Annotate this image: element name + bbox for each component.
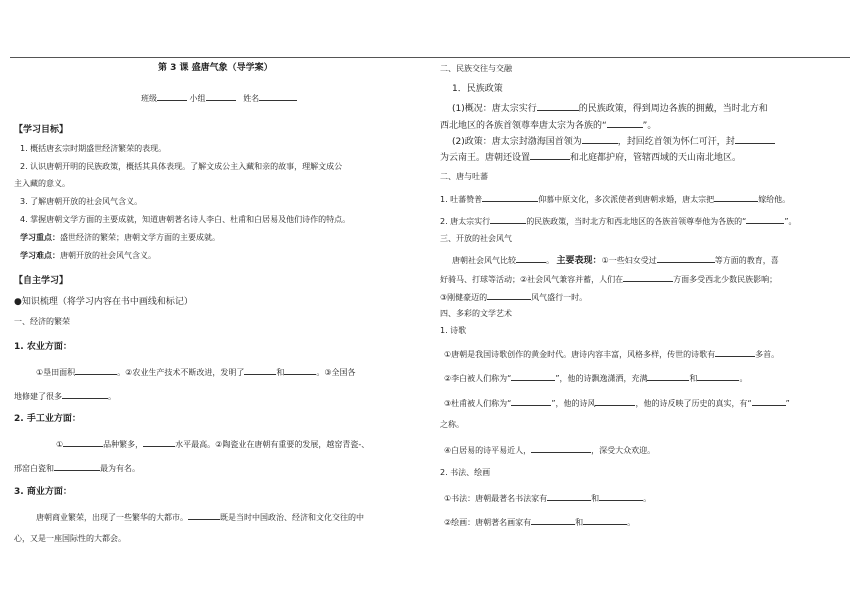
blank[interactable] <box>623 272 673 282</box>
difficulty-label: 学习难点： <box>20 251 60 260</box>
tang-tibet-1: 1. 吐蕃赞普 仰慕中原文化，多次派使者到唐朝求婚，唐太宗把 嫁给他。 <box>440 192 790 206</box>
header-rule <box>10 57 850 58</box>
blank[interactable] <box>583 515 627 525</box>
poetry-2: ②李白被人们称为“ ”，他的诗飘逸潇洒，充满 和 。 <box>444 371 747 385</box>
policy-2a: (2)政策：唐太宗封渤海国首领为 ，封回纥首领为怀仁可汗，封 <box>452 134 775 148</box>
goal-4: 4. 掌握唐朝文学方面的主要成就，知道唐朝著名诗人李白、杜甫和白居易及他们诗作的特点。 <box>20 215 351 224</box>
key-label: 学习重点： <box>20 233 60 242</box>
blank[interactable] <box>647 371 689 381</box>
difficulty-point <box>20 250 156 262</box>
blank[interactable] <box>537 101 579 111</box>
policy-heading: 1．民族政策 <box>452 84 503 94</box>
student-info <box>141 91 297 105</box>
key-point <box>20 232 220 244</box>
poetry-4: ④白居易的诗平易近人， ，深受大众欢迎。 <box>444 443 655 457</box>
section-1-heading: 一、经济的繁荣 <box>14 317 70 326</box>
blank[interactable] <box>697 371 739 381</box>
goals-header: 【学习目标】 <box>14 125 69 135</box>
calligraphy: ①书法：唐朝最著名书法家有 和 。 <box>444 491 651 505</box>
blank[interactable] <box>547 491 591 501</box>
blank[interactable] <box>511 396 551 406</box>
poetry-heading: 1. 诗歌 <box>440 326 467 335</box>
commerce-line-1: 唐朝商业繁荣，出现了一些繁华的大都市。 既是当时中国政治、经济和文化交往的中 <box>36 510 364 524</box>
agriculture-line-2: 地修建了很多 。 <box>14 389 116 403</box>
key-text: 盛世经济的繁荣；唐朝文学方面的主要成就。 <box>60 233 220 242</box>
blank[interactable] <box>715 347 755 357</box>
class-label: 班级 <box>141 94 157 103</box>
blank[interactable] <box>714 192 758 202</box>
poetry-3: ③杜甫被人们称为“ ”，他的诗风 ，他的诗反映了历史的真实，有“ ” <box>444 396 790 410</box>
blank[interactable] <box>490 214 526 224</box>
blank[interactable] <box>735 134 775 144</box>
poetry-3b: 之称。 <box>440 420 464 429</box>
blank[interactable] <box>188 510 220 520</box>
group-blank[interactable] <box>206 91 236 101</box>
difficulty-text: 唐朝开放的社会风气含义。 <box>60 251 156 260</box>
blank[interactable] <box>599 491 643 501</box>
self-study-header: 【自主学习】 <box>14 276 69 286</box>
agriculture-heading: 1. 农业方面： <box>14 342 72 352</box>
blank[interactable] <box>487 290 531 300</box>
art-heading: 2. 书法、绘画 <box>440 468 491 477</box>
tang-tibet-2: 2. 唐太宗实行 的民族政策，当时北方和西北地区的各族首领尊奉他为各族的“ ”。 <box>440 214 797 228</box>
goal-2a: 2. 认识唐朝开明的民族政策，概括其具体表现。了解文成公主入藏和亲的故事，理解文成公 <box>20 162 343 171</box>
painting: ②绘画：唐朝著名画家有 和 。 <box>444 515 635 529</box>
goal-3: 3. 了解唐朝开放的社会风气含义。 <box>20 197 143 206</box>
name-label: 姓名 <box>243 94 260 103</box>
social-line-3: ③刚健豪迈的 风气盛行一时。 <box>440 290 587 304</box>
blank[interactable] <box>531 515 575 525</box>
section-2-heading: 二、民族交往与交融 <box>440 64 512 73</box>
class-blank[interactable] <box>157 91 187 101</box>
blank[interactable] <box>516 253 546 263</box>
blank[interactable] <box>284 365 316 375</box>
blank[interactable] <box>511 371 555 381</box>
blank[interactable] <box>143 437 175 447</box>
handicraft-heading: 2. 手工业方面： <box>14 414 81 424</box>
blank[interactable] <box>244 365 276 375</box>
name-blank[interactable] <box>259 91 297 101</box>
blank[interactable] <box>530 150 570 160</box>
blank[interactable] <box>657 253 715 263</box>
commerce-heading: 3. 商业方面： <box>14 487 72 497</box>
blank[interactable] <box>746 214 784 224</box>
goal-1: 1. 概括唐玄宗时期盛世经济繁荣的表现。 <box>20 144 167 153</box>
agriculture-line-1: ①垦田面积 。②农业生产技术不断改进，发明了 和 。③全国各 <box>36 365 356 379</box>
commerce-line-2: 心，又是一座国际性的大都会。 <box>14 534 126 543</box>
policy-2b: 为云南王。唐朝还设置 和北庭都护府，管辖西域的天山南北地区。 <box>440 150 741 164</box>
blank[interactable] <box>752 396 786 406</box>
blank[interactable] <box>595 396 635 406</box>
knowledge-sort: ●知识梳理（将学习内容在书中画线和标记） <box>14 297 193 307</box>
section-3-heading: 三、开放的社会风气 <box>440 234 512 243</box>
goal-2b: 主入藏的意义。 <box>14 179 70 188</box>
social-line-1: 唐朝社会风气比较 。 主要表现：①一些妇女受过 等方面的教育，喜 <box>452 253 779 267</box>
blank[interactable] <box>582 134 618 144</box>
blank[interactable] <box>482 192 538 202</box>
blank[interactable] <box>54 461 100 471</box>
section-4-heading: 四、多彩的文学艺术 <box>440 309 512 318</box>
blank[interactable] <box>63 437 103 447</box>
page-title: 第 3 课 盛唐气象（导学案） <box>158 63 273 73</box>
blank[interactable] <box>531 443 591 453</box>
social-line-2: 好骑马、打球等活动；②社会风气兼容并蓄，人们在 方面多受西北少数民族影响； <box>440 272 777 286</box>
group-label: 小组 <box>189 94 206 103</box>
handicraft-line-2: 邢窑白瓷和 最为有名。 <box>14 461 140 475</box>
blank[interactable] <box>75 365 117 375</box>
handicraft-line-1: ① 品种繁多， 水平最高。②陶瓷业在唐朝有重要的发展，越窑青瓷-、 <box>56 437 369 451</box>
poetry-1: ①唐朝是我国诗歌创作的黄金时代。唐诗内容丰富，风格多样，传世的诗歌有 多首。 <box>444 347 779 361</box>
policy-1a: (1)概况：唐太宗实行 的民族政策，得到周边各族的拥戴，当时北方和 <box>452 101 768 115</box>
policy-1b: 西北地区的各族首领尊奉唐太宗为各族的“ ”。 <box>440 118 656 132</box>
blank[interactable] <box>62 389 108 399</box>
tang-tibet-heading: 二、唐与吐蕃 <box>440 172 488 181</box>
blank[interactable] <box>607 118 643 128</box>
